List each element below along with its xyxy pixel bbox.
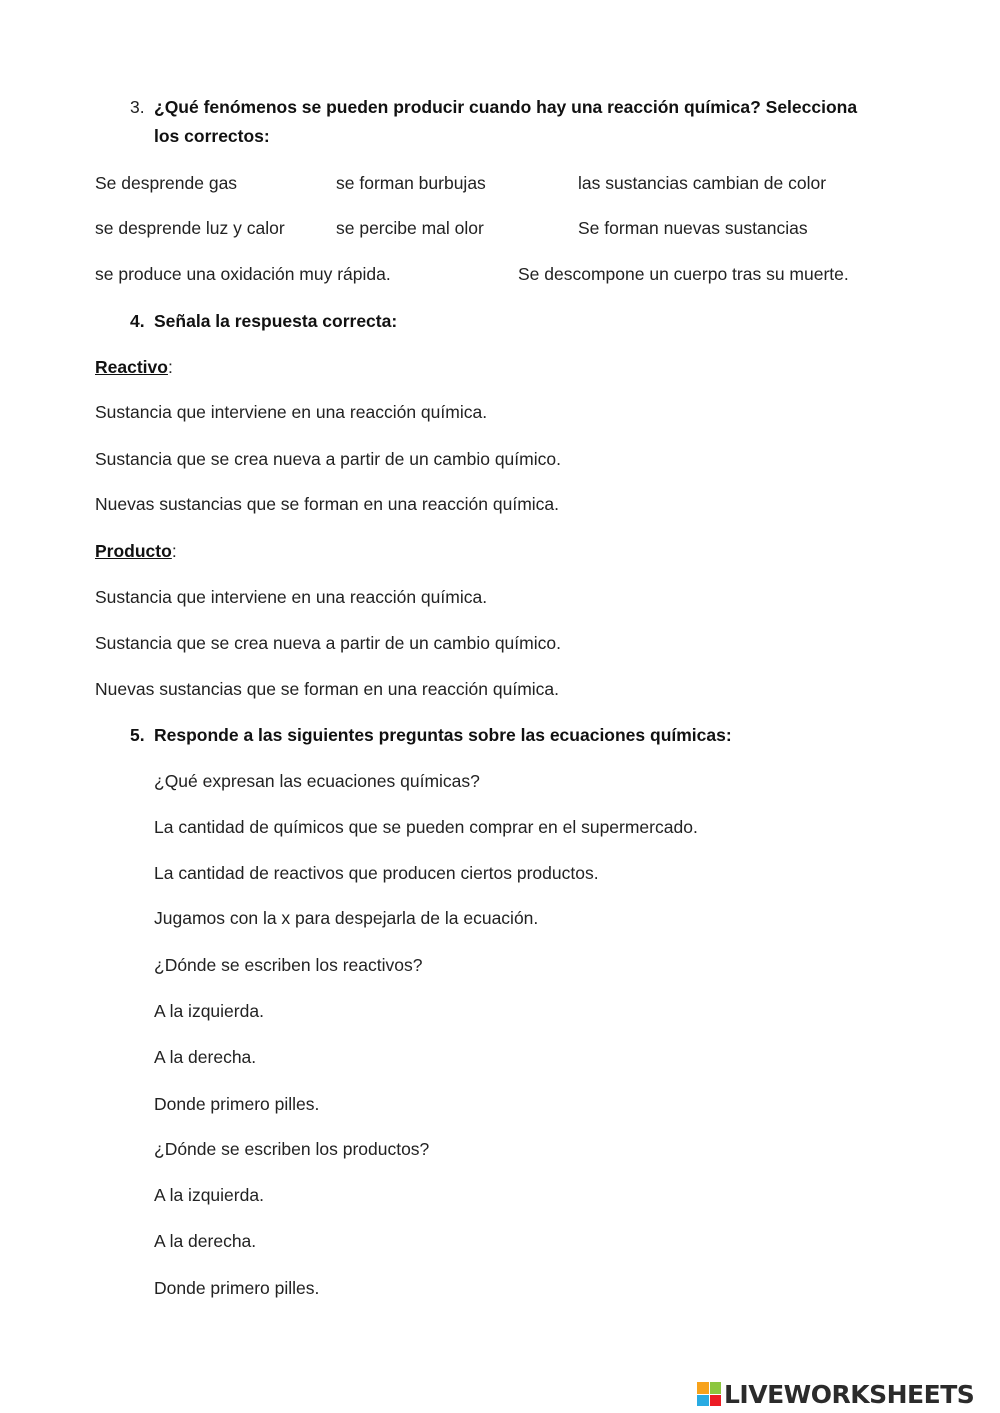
q4-title: Señala la respuesta correcta: <box>154 311 398 331</box>
q5-title: Responde a las siguientes preguntas sobre las ecuaciones químicas: <box>154 725 732 745</box>
q5-option[interactable]: Jugamos con la x para despejarla de la ecuación. <box>154 908 539 928</box>
q4-number: 4. <box>130 311 145 331</box>
q3-title-line2: los correctos: <box>154 126 270 146</box>
reactivo-option[interactable]: Nuevas sustancias que se forman en una reacción química. <box>95 494 560 514</box>
q3-option[interactable]: Se desprende gas <box>95 173 238 193</box>
q5-number: 5. <box>130 725 145 745</box>
q5-option[interactable]: La cantidad de reactivos que producen ciertos productos. <box>154 863 599 883</box>
q5-sub-question: ¿Dónde se escriben los reactivos? <box>154 955 423 975</box>
q3-option[interactable]: Se descompone un cuerpo tras su muerte. <box>518 264 849 284</box>
q5-option[interactable]: A la derecha. <box>154 1047 257 1067</box>
reactivo-heading <box>95 356 173 378</box>
producto-colon: : <box>171 541 177 561</box>
reactivo-option[interactable]: Sustancia que interviene en una reacción química. <box>95 402 488 422</box>
liveworksheets-logo <box>697 1378 974 1410</box>
q5-option[interactable]: A la izquierda. <box>154 1185 264 1205</box>
producto-option[interactable]: Sustancia que se crea nueva a partir de un cambio químico. <box>95 633 561 653</box>
logo-text: LIVEWORKSHEETS <box>724 1379 975 1409</box>
producto-label: Producto <box>95 541 172 561</box>
q3-option[interactable]: Se forman nuevas sustancias <box>578 218 808 238</box>
q5-option[interactable]: A la derecha. <box>154 1231 257 1251</box>
q3-option[interactable]: se percibe mal olor <box>336 218 484 238</box>
reactivo-label: Reactivo <box>95 357 168 377</box>
q5-option[interactable]: Donde primero pilles. <box>154 1094 320 1114</box>
q3-option[interactable]: se forman burbujas <box>336 173 486 193</box>
q5-option[interactable]: La cantidad de químicos que se pueden comprar en el supermercado. <box>154 817 698 837</box>
logo-grid-icon <box>697 1382 721 1406</box>
reactivo-option[interactable]: Sustancia que se crea nueva a partir de un cambio químico. <box>95 449 561 469</box>
q3-option[interactable]: se produce una oxidación muy rápida. <box>95 264 391 284</box>
reactivo-colon: : <box>167 357 173 377</box>
producto-option[interactable]: Sustancia que interviene en una reacción química. <box>95 587 488 607</box>
q5-option[interactable]: Donde primero pilles. <box>154 1278 320 1298</box>
producto-heading <box>95 540 177 562</box>
producto-option[interactable]: Nuevas sustancias que se forman en una reacción química. <box>95 679 560 699</box>
q5-sub-question: ¿Qué expresan las ecuaciones químicas? <box>154 771 480 791</box>
q3-option[interactable]: las sustancias cambian de color <box>578 173 827 193</box>
q5-option[interactable]: A la izquierda. <box>154 1001 264 1021</box>
q3-option[interactable]: se desprende luz y calor <box>95 218 285 238</box>
q3-title-line1: ¿Qué fenómenos se pueden producir cuando hay una reacción química? Selecciona <box>154 97 858 117</box>
q3-number: 3. <box>130 97 145 117</box>
q5-sub-question: ¿Dónde se escriben los productos? <box>154 1139 430 1159</box>
